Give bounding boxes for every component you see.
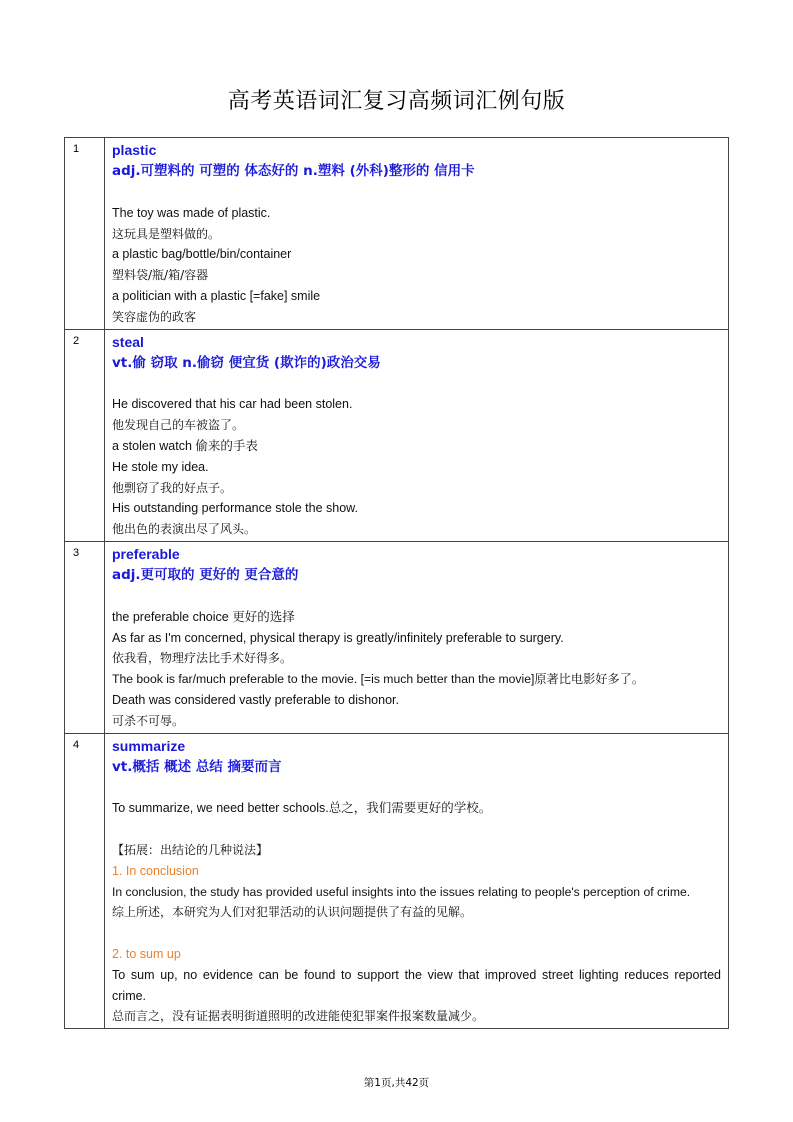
entry-word: summarize [112,737,186,754]
example-line: 他出色的表演出尽了风头。 [112,522,257,537]
entry-content [105,541,729,733]
entry-definition: adj.可塑料的 可塑的 体态好的 n.塑料 (外科)整形的 信用卡 [112,163,475,179]
example-line: a politician with a plastic [=fake] smile [112,288,321,303]
entry-definition: vt.偷 窃取 n.偷窃 便宜货 (欺诈的)政治交易 [112,354,381,371]
list-item-heading: 2. to sum up [112,946,181,961]
example-line: Death was considered vastly preferable to dishonor. [112,692,399,707]
example-line: His outstanding performance stole the show. [112,501,358,516]
entry-number: 3 [65,541,105,733]
entry-content [105,733,729,1029]
example-line: 可杀不可辱。 [112,713,185,728]
example-line: The toy was made of plastic. [112,205,271,220]
entry-content [105,138,729,330]
example-line: He stole my idea. [112,459,209,474]
entry-number: 4 [65,733,105,1029]
example-line: a stolen watch 偷来的手表 [112,438,258,453]
vocab-table [64,137,729,1029]
table-row [65,541,729,733]
page-title: 高考英语词汇复习高频词汇例句版 [227,89,566,114]
example-line: 综上所述，本研究为人们对犯罪活动的认识问题提供了有益的见解。 [112,905,473,920]
entry-word: preferable [112,545,180,562]
entry-number: 2 [65,329,105,541]
entry-definition: adj.更可取的 更好的 更合意的 [112,566,299,583]
table-row [65,138,729,330]
table-row [65,329,729,541]
table-row [65,733,729,1029]
example-line: 依我看，物理疗法比手术好得多。 [112,651,293,666]
example-line: the preferable choice 更好的选择 [112,609,295,624]
example-line: 这玩具是塑料做的。 [112,226,221,241]
example-line: He discovered that his car had been stolen. [112,397,353,412]
entry-word: steal [112,333,144,350]
example-line: In conclusion, the study has provided useful insights into the issues relating to people's perception of crime. [112,884,691,899]
example-line: 总而言之，没有证据表明街道照明的改进能使犯罪案件报案数量减少。 [112,1009,485,1024]
example-line: 笑容虚伪的政客 [112,309,197,324]
page-footer: 第1页,共42页 [363,1077,430,1089]
entry-number: 1 [65,138,105,330]
entry-word: plastic [112,142,157,158]
example-line: To sum up, no evidence can be found to support the view that improved street lighting reduces reported crime. [112,967,721,1003]
example-line: 他剽窃了我的好点子。 [112,480,233,495]
example-line: As far as I'm concerned, physical therapy is greatly/infinitely preferable to surgery. [112,630,564,645]
example-line: The book is far/much preferable to the movie. [=is much better than the movie]原著比电影好多了。 [112,672,645,687]
entry-content [105,329,729,541]
entry-definition: vt.概括 概述 总结 摘要而言 [112,758,282,775]
example-line: a plastic bag/bottle/bin/container [112,247,292,262]
list-item-heading: 1. In conclusion [112,863,199,878]
example-line: 他发现自己的车被盗了。 [112,418,245,433]
extension-heading: 【拓展：出结论的几种说法】 [112,842,269,857]
example-line: 塑料袋/瓶/箱/容器 [112,268,209,283]
example-line: To summarize, we need better schools.总之，我们需要更好的学校。 [112,801,492,816]
